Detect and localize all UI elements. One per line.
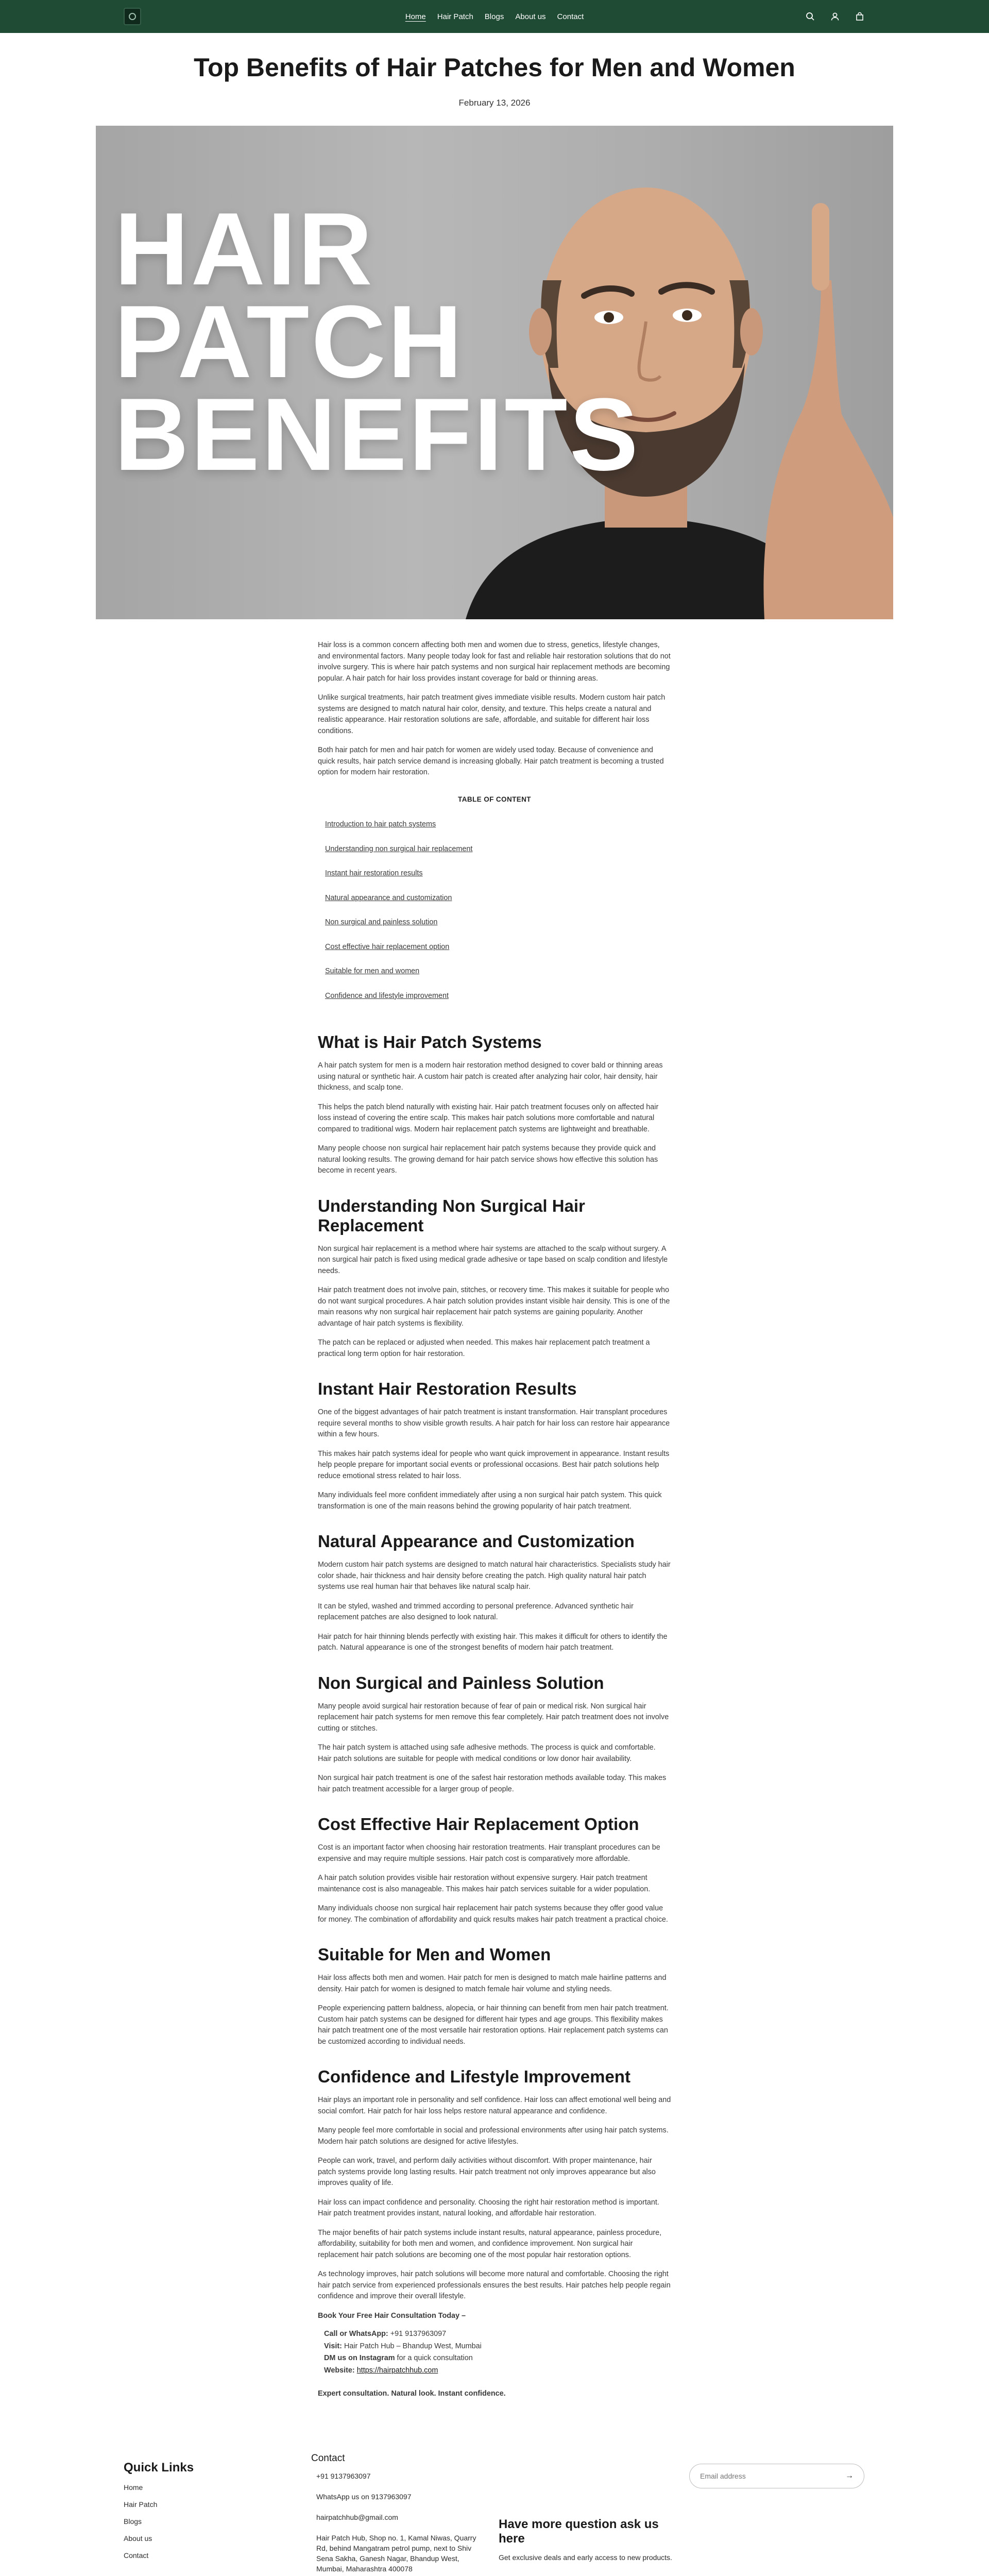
section-paragraph: Cost is an important factor when choosing hair restoration treatments. Hair transplant procedures can be expensive and may require multiple sessions. Hair patch cost is comparatively more affordable. <box>318 1843 660 1863</box>
section-paragraph: Many individuals choose non surgical hair replacement hair patch systems because they offer good value for money. The combination of affordability and quick results makes hair patch treatment a practical choice. <box>318 1904 668 1924</box>
footer-question-sub: Get exclusive deals and early access to new products. <box>499 2553 672 2562</box>
footer-quick-links-title: Quick Links <box>124 2460 194 2475</box>
toc-item <box>325 942 671 953</box>
main-nav <box>405 12 584 21</box>
footer-link-contact[interactable]: Contact <box>124 2551 149 2560</box>
cta-web-label: Website: <box>324 2366 355 2375</box>
section-heading: Natural Appearance and Customization <box>318 1532 635 1551</box>
section-heading: Understanding Non Surgical Hair Replacement <box>318 1196 585 1235</box>
footer-email[interactable]: hairpatchhub@gmail.com <box>316 2513 398 2521</box>
cta-dm-row <box>324 2353 671 2364</box>
section-paragraph: Hair patch for hair thinning blends perfectly with existing hair. This makes it difficult for others to identify the patch. Natural appearance is one of the strongest benefits of modern hair patch treatment. <box>318 1632 668 1652</box>
toc-item <box>325 844 671 855</box>
hero-headline <box>114 192 640 492</box>
account-icon[interactable] <box>829 11 841 22</box>
nav-about-us[interactable]: About us <box>515 12 546 21</box>
section-heading: What is Hair Patch Systems <box>318 1032 542 1052</box>
footer-address: Hair Patch Hub, Shop no. 1, Kamal Niwas, Quarry Rd, behind Mangatram petrol pump, next to Shiv Sena Sakha, Ganesh Nagar, Bhandup West, Mumbai, Maharashtra 400078 <box>316 2533 476 2573</box>
newsletter-form <box>689 2464 864 2488</box>
toc-link[interactable]: Instant hair restoration results <box>325 869 423 877</box>
footer-phone[interactable]: +91 9137963097 <box>316 2471 371 2480</box>
nav-contact[interactable]: Contact <box>557 12 584 21</box>
section-paragraph: Hair plays an important role in personality and self confidence. Hair loss can affect emotional well being and social comfort. Hair patch for hair loss helps restore natural appearance and confidence. <box>318 2096 671 2115</box>
footer-link-hair-patch[interactable]: Hair Patch <box>124 2500 158 2509</box>
section-paragraph: Non surgical hair patch treatment is one of the safest hair restoration methods available today. This makes hair patch treatment accessible for a larger group of people. <box>318 1774 667 1793</box>
section-paragraph: A hair patch solution provides visible hair restoration without expensive surgery. Hair patch treatment maintenance cost is also manageable. This makes hair patch services suitable for a wider population. <box>318 1874 651 1893</box>
search-icon[interactable] <box>805 11 816 22</box>
page-title: Top Benefits of Hair Patches for Men and Women <box>194 53 795 82</box>
cta-contact-block <box>318 2329 671 2376</box>
section-paragraph: As technology improves, hair patch solutions will become more natural and comfortable. Choosing the right hair patch service from experienced professionals ensures the best results. Hair patches help people regain confidence and improve their overall lifestyle. <box>318 2270 671 2300</box>
toc-item <box>325 819 671 831</box>
section-paragraph: Hair loss can impact confidence and personality. Choosing the right hair restoration method is important. Hair patch treatment provides instant, natural looking, and affordable hair restoration. <box>318 2198 659 2217</box>
intro-paragraph: Both hair patch for men and hair patch for women are widely used today. Because of convenience and quick results, hair patch service demand is increasing globally. Hair patch treatment is becoming a trusted option for modern hair restoration. <box>318 746 664 776</box>
section-paragraph: A hair patch system for men is a modern hair restoration method designed to cover bald or thinning areas using natural or synthetic hair. A custom hair patch is created after analyzing hair color, hair density, hair thickness, and scalp tone. <box>318 1061 663 1092</box>
section-paragraph: One of the biggest advantages of hair patch treatment is instant transformation. Hair transplant procedures require several months to show visible growth results. A hair patch for hair loss can restore hair appearance within a few hours. <box>318 1408 670 1438</box>
toc-item <box>325 893 671 904</box>
footer-link-about-us[interactable]: About us <box>124 2534 152 2543</box>
hero-image <box>96 126 893 619</box>
site-footer <box>0 2445 989 2576</box>
toc-title: TABLE OF CONTENT <box>458 795 531 803</box>
section-paragraph: This helps the patch blend naturally with existing hair. Hair patch treatment focuses only on affected hair loss instead of covering the entire scalp. This makes hair patch solutions more comfortable and natural compared to traditional wigs. Modern hair replacement patch systems are lightweight and breathable. <box>318 1103 659 1133</box>
table-of-contents <box>318 819 671 1002</box>
toc-link[interactable]: Cost effective hair replacement option <box>325 942 450 951</box>
hero-line-2: PATCH <box>114 284 465 399</box>
footer-question-title: Have more question ask us here <box>499 2517 659 2546</box>
footer-whatsapp[interactable]: WhatsApp us on 9137963097 <box>316 2492 412 2501</box>
cart-icon[interactable] <box>854 11 865 22</box>
toc-link[interactable]: Introduction to hair patch systems <box>325 820 436 828</box>
cta-tagline: Expert consultation. Natural look. Instant confidence. <box>318 2389 506 2398</box>
intro-paragraph: Hair loss is a common concern affecting both men and women due to stress, genetics, lifestyle changes, and environmental factors. Many people today look for fast and reliable hair restoration solutions that do not involve surgery. This is where hair patch systems and non surgical hair replacement methods are becoming popular. A hair patch for hair loss provides instant coverage for bald or thinning areas. <box>318 641 671 683</box>
toc-item <box>325 991 671 1002</box>
toc-item <box>325 966 671 977</box>
hero-line-1: HAIR <box>114 192 374 307</box>
arrow-right-icon[interactable]: → <box>845 2471 854 2480</box>
article-body <box>318 640 671 2400</box>
cta-web-row <box>324 2365 671 2377</box>
section-paragraph: Many people feel more comfortable in social and professional environments after using hair patch systems. Modern hair patch solutions are designed for active lifestyles. <box>318 2126 669 2146</box>
cta-website-link[interactable]: https://hairpatchhub.com <box>356 2366 438 2375</box>
section-paragraph: Many individuals feel more confident immediately after using a non surgical hair patch system. This quick transformation is one of the main reasons behind the growing popularity of hair patch treatment. <box>318 1491 662 1511</box>
section-heading: Suitable for Men and Women <box>318 1945 551 1964</box>
cta-dm-label: DM us on Instagram <box>324 2354 395 2362</box>
section-paragraph: Many people choose non surgical hair replacement hair patch systems because they provide quick and natural looking results. The growing demand for hair patch service shows how effective this solution has become in recent years. <box>318 1144 658 1175</box>
section-paragraph: Modern custom hair patch systems are designed to match natural hair characteristics. Specialists study hair color shade, hair thickness and hair density before creating the patch. High quality natural hair patch systems use real human hair that behaves like natural scalp hair. <box>318 1561 671 1591</box>
nav-blogs[interactable]: Blogs <box>484 12 504 21</box>
footer-link-home[interactable]: Home <box>124 2483 143 2492</box>
footer-link-blogs[interactable]: Blogs <box>124 2517 142 2526</box>
post-date: February 13, 2026 <box>458 98 531 108</box>
cta-call-value[interactable]: +91 9137963097 <box>390 2330 447 2338</box>
cta-call-row <box>324 2329 671 2340</box>
toc-item <box>325 868 671 879</box>
section-heading: Confidence and Lifestyle Improvement <box>318 2067 630 2086</box>
section-paragraph: It can be styled, washed and trimmed according to personal preference. Advanced synthetic hair replacement patches are also designed to look natural. <box>318 1602 634 1621</box>
footer-contact <box>311 2453 481 2576</box>
site-header <box>0 0 989 33</box>
cta-visit-label: Visit: <box>324 2342 342 2350</box>
section-paragraph: Hair loss affects both men and women. Hair patch for men is designed to match male hairline patterns and density. Hair patch for women is designed to match female hair volume and styling needs. <box>318 1974 667 1993</box>
site-logo[interactable] <box>124 8 141 25</box>
cta-dm-value: for a quick consultation <box>397 2354 473 2362</box>
section-paragraph: This makes hair patch systems ideal for people who want quick improvement in appearance. Instant results help people prepare for important social events or professional occasions. Best hair patch solutions help reduce emotional stress related to hair loss. <box>318 1449 670 1480</box>
footer-quick-links <box>124 2461 194 2568</box>
cta-visit-row <box>324 2341 671 2352</box>
section-heading: Non Surgical and Painless Solution <box>318 1673 604 1692</box>
cta-visit-value: Hair Patch Hub – Bhandup West, Mumbai <box>344 2342 482 2350</box>
toc-link[interactable]: Non surgical and painless solution <box>325 918 438 926</box>
section-paragraph: Hair patch treatment does not involve pain, stitches, or recovery time. This makes it suitable for people who do not want surgical procedures. A hair patch solution provides instant visible hair density. This is one of the main reasons why non surgical hair replacement hair patch systems are gaining popularity. Another advantage of hair patch systems is flexibility. <box>318 1286 670 1328</box>
intro-paragraph: Unlike surgical treatments, hair patch treatment gives immediate visible results. Modern custom hair patch systems are designed to match natural hair color, density, and texture. This helps create a natural and realistic appearance. Hair restoration solutions are safe, affordable, and suitable for different hair loss conditions. <box>318 693 666 735</box>
toc-item <box>325 917 671 928</box>
toc-link[interactable]: Confidence and lifestyle improvement <box>325 991 449 1000</box>
section-paragraph: Many people avoid surgical hair restoration because of fear of pain or medical risk. Non surgical hair replacement hair patch systems for men remove this fear completely. Hair patch treatment does not involve cutting or stitches. <box>318 1702 669 1733</box>
toc-link[interactable]: Understanding non surgical hair replacement <box>325 844 473 853</box>
nav-hair-patch[interactable]: Hair Patch <box>437 12 473 21</box>
cta-call-label: Call or WhatsApp: <box>324 2330 388 2338</box>
cta-heading: Book Your Free Hair Consultation Today – <box>318 2311 466 2320</box>
footer-question <box>499 2517 684 2563</box>
footer-contact-title: Contact <box>311 2452 345 2464</box>
section-paragraph: The patch can be replaced or adjusted when needed. This makes hair replacement patch treatment a practical long term option for hair restoration. <box>318 1338 650 1358</box>
section-paragraph: The hair patch system is attached using safe adhesive methods. The process is quick and comfortable. Hair patch solutions are suitable for people with medical conditions or low donor hair availability. <box>318 1743 656 1763</box>
newsletter-email-input[interactable] <box>700 2472 845 2480</box>
section-paragraph: People can work, travel, and perform daily activities without discomfort. With proper maintenance, hair patch systems provide long lasting results. Hair patch treatment not only improves appearance but also improves quality of life. <box>318 2157 656 2187</box>
toc-link[interactable]: Natural appearance and customization <box>325 893 452 902</box>
section-paragraph: People experiencing pattern baldness, alopecia, or hair thinning can benefit from men hair patch treatment. Custom hair patch systems can be designed for different hair types and age groups. This flexibility makes hair patch treatment one of the most versatile hair restoration options. Hair replacement patch systems can be customized according to individual needs. <box>318 2004 669 2046</box>
nav-home[interactable]: Home <box>405 12 426 21</box>
section-heading: Instant Hair Restoration Results <box>318 1379 577 1398</box>
section-paragraph: Non surgical hair replacement is a method where hair systems are attached to the scalp without surgery. A non surgical hair patch is fixed using medical grade adhesive or tape based on scalp condition and lifestyle needs. <box>318 1244 668 1275</box>
toc-link[interactable]: Suitable for men and women <box>325 967 420 975</box>
section-heading: Cost Effective Hair Replacement Option <box>318 1815 639 1834</box>
section-paragraph: The major benefits of hair patch systems include instant results, natural appearance, painless procedure, affordability, suitability for both men and women, and confidence improvement. Non surgical hair replacement hair patch solutions are becoming one of the most popular hair restoration options. <box>318 2228 662 2259</box>
hero-line-3: BENEFITS <box>114 377 640 492</box>
